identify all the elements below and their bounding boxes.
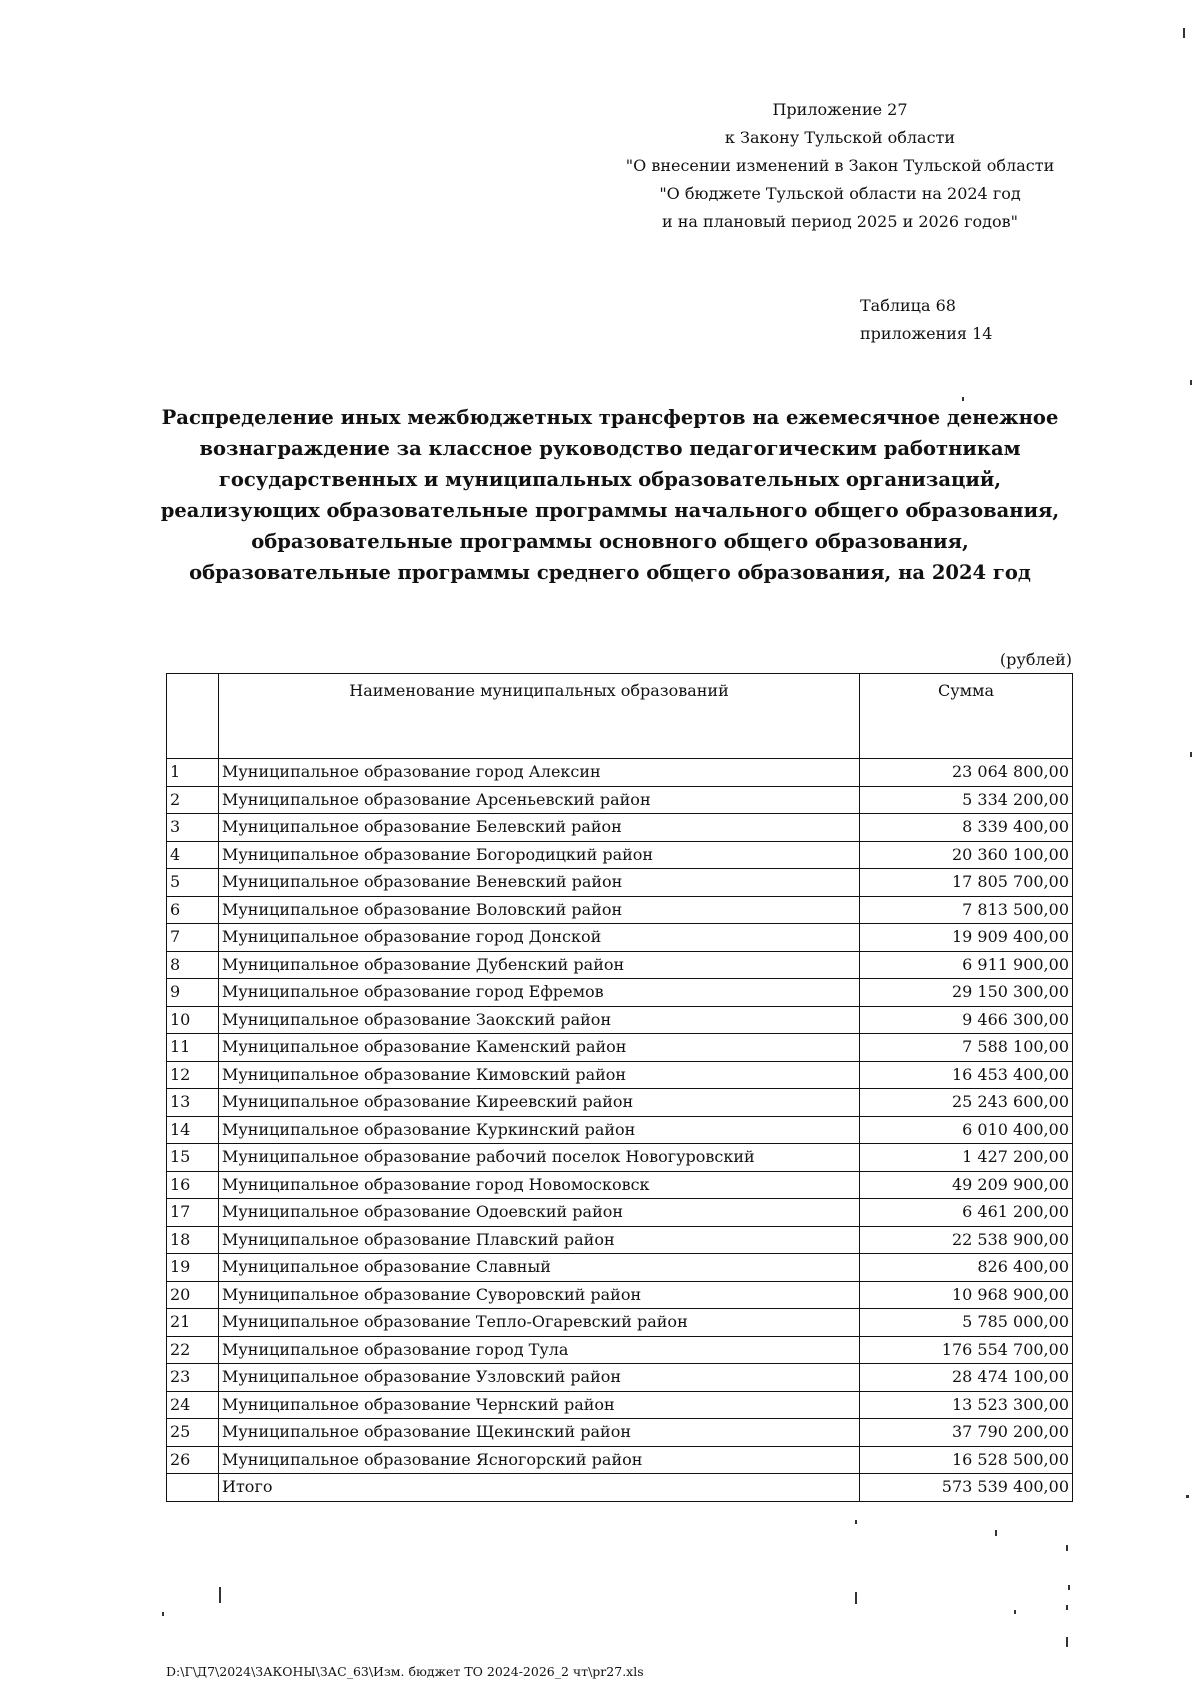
scan-speck <box>162 1612 164 1616</box>
cell-name: Муниципальное образование Заокский район <box>219 1006 860 1034</box>
cell-sum: 13 523 300,00 <box>860 1391 1073 1419</box>
cell-number: 4 <box>167 841 219 869</box>
table-header-row <box>167 674 1073 759</box>
cell-number: 26 <box>167 1446 219 1474</box>
table-row <box>167 1226 1073 1254</box>
cell-name: Муниципальное образование Кимовский район <box>219 1061 860 1089</box>
cell-sum: 573 539 400,00 <box>860 1474 1073 1502</box>
cell-name: Муниципальное образование Киреевский район <box>219 1089 860 1117</box>
document-title: Распределение иных межбюджетных трансфертов на ежемесячное денежное вознаграждение за классное руководство педагогическим работникам государственных и муниципальных образовательных организаций, реализующих образовательные программы начального общего образования, образовательные программы основного общего образования, образовательные программы среднего общего образования, на 2024 год <box>160 406 1060 584</box>
cell-number: 17 <box>167 1199 219 1227</box>
cell-sum: 176 554 700,00 <box>860 1336 1073 1364</box>
cell-number: 7 <box>167 924 219 952</box>
scan-speck <box>1183 28 1185 38</box>
scan-speck <box>1066 1637 1068 1647</box>
cell-sum: 22 538 900,00 <box>860 1226 1073 1254</box>
table-row <box>167 1006 1073 1034</box>
header-sum: Сумма <box>860 674 1073 759</box>
cell-name: Муниципальное образование город Ефремов <box>219 979 860 1007</box>
table-row <box>167 1281 1073 1309</box>
header-name: Наименование муниципальных образований <box>219 674 860 759</box>
cell-sum: 17 805 700,00 <box>860 869 1073 897</box>
cell-sum: 1 427 200,00 <box>860 1144 1073 1172</box>
cell-sum: 10 968 900,00 <box>860 1281 1073 1309</box>
cell-number: 10 <box>167 1006 219 1034</box>
cell-number: 9 <box>167 979 219 1007</box>
cell-name: Муниципальное образование Воловский район <box>219 896 860 924</box>
cell-number: 11 <box>167 1034 219 1062</box>
cell-name: Муниципальное образование Тепло-Огаревский район <box>219 1309 860 1337</box>
table-row <box>167 841 1073 869</box>
cell-sum: 9 466 300,00 <box>860 1006 1073 1034</box>
cell-sum: 16 453 400,00 <box>860 1061 1073 1089</box>
cell-sum: 25 243 600,00 <box>860 1089 1073 1117</box>
table-body <box>167 759 1073 1502</box>
table-row <box>167 1061 1073 1089</box>
table-ref-line: Таблица 68 <box>860 296 956 315</box>
appendix-line: Приложение 27 <box>772 100 908 119</box>
cell-name: Муниципальное образование Дубенский район <box>219 951 860 979</box>
units-label: (рублей) <box>999 650 1072 669</box>
cell-name: Муниципальное образование Одоевский район <box>219 1199 860 1227</box>
scan-speck <box>219 1587 221 1603</box>
table-row <box>167 979 1073 1007</box>
table-row <box>167 1419 1073 1447</box>
total-row <box>167 1474 1073 1502</box>
cell-number: 16 <box>167 1171 219 1199</box>
cell-number: 24 <box>167 1391 219 1419</box>
cell-sum: 20 360 100,00 <box>860 841 1073 869</box>
cell-number: 18 <box>167 1226 219 1254</box>
scan-speck <box>1068 1585 1070 1590</box>
cell-sum: 5 334 200,00 <box>860 786 1073 814</box>
cell-sum: 23 064 800,00 <box>860 759 1073 787</box>
cell-name: Итого <box>219 1474 860 1502</box>
cell-sum: 16 528 500,00 <box>860 1446 1073 1474</box>
cell-number: 23 <box>167 1364 219 1392</box>
header-number <box>167 674 219 759</box>
table-row <box>167 1446 1073 1474</box>
scan-speck <box>1190 380 1192 385</box>
cell-number: 13 <box>167 1089 219 1117</box>
table-row <box>167 1144 1073 1172</box>
table-row <box>167 1034 1073 1062</box>
table-ref-line: приложения 14 <box>860 324 993 343</box>
cell-number: 21 <box>167 1309 219 1337</box>
scan-speck <box>855 1592 857 1604</box>
cell-number: 5 <box>167 869 219 897</box>
cell-number: 20 <box>167 1281 219 1309</box>
cell-number: 14 <box>167 1116 219 1144</box>
cell-sum: 8 339 400,00 <box>860 814 1073 842</box>
appendix-reference <box>620 96 1060 236</box>
cell-sum: 28 474 100,00 <box>860 1364 1073 1392</box>
table-row <box>167 1391 1073 1419</box>
table-row <box>167 1309 1073 1337</box>
table-reference <box>860 292 992 348</box>
cell-name: Муниципальное образование Белевский район <box>219 814 860 842</box>
appendix-line: и на плановый период 2025 и 2026 годов" <box>661 212 1019 231</box>
scan-speck <box>1186 1495 1189 1498</box>
cell-sum: 37 790 200,00 <box>860 1419 1073 1447</box>
scan-speck <box>1014 1610 1016 1614</box>
table-row <box>167 1199 1073 1227</box>
cell-name: Муниципальное образование Ясногорский район <box>219 1446 860 1474</box>
cell-number: 6 <box>167 896 219 924</box>
cell-sum: 6 010 400,00 <box>860 1116 1073 1144</box>
cell-name: Муниципальное образование город Тула <box>219 1336 860 1364</box>
table-row <box>167 896 1073 924</box>
cell-sum: 7 588 100,00 <box>860 1034 1073 1062</box>
cell-number: 1 <box>167 759 219 787</box>
cell-name: Муниципальное образование Суворовский район <box>219 1281 860 1309</box>
cell-sum: 5 785 000,00 <box>860 1309 1073 1337</box>
cell-number: 19 <box>167 1254 219 1282</box>
table-row <box>167 1254 1073 1282</box>
scan-speck <box>855 1520 857 1524</box>
cell-number: 3 <box>167 814 219 842</box>
cell-sum: 49 209 900,00 <box>860 1171 1073 1199</box>
cell-sum: 29 150 300,00 <box>860 979 1073 1007</box>
table-row <box>167 759 1073 787</box>
table-row <box>167 869 1073 897</box>
appendix-line: "О бюджете Тульской области на 2024 год <box>659 184 1021 203</box>
cell-name: Муниципальное образование Щекинский район <box>219 1419 860 1447</box>
table-row <box>167 1089 1073 1117</box>
table-row <box>167 924 1073 952</box>
table-row <box>167 1336 1073 1364</box>
cell-sum: 6 911 900,00 <box>860 951 1073 979</box>
cell-name: Муниципальное образование город Алексин <box>219 759 860 787</box>
cell-name: Муниципальное образование Плавский район <box>219 1226 860 1254</box>
cell-number: 25 <box>167 1419 219 1447</box>
cell-number: 22 <box>167 1336 219 1364</box>
scan-speck <box>995 1530 997 1536</box>
cell-sum: 826 400,00 <box>860 1254 1073 1282</box>
scan-speck <box>1066 1605 1068 1610</box>
table-row <box>167 1116 1073 1144</box>
file-path: D:\Г\Д7\2024\ЗАКОНЫ\ЗАС_63\Изм. бюджет ТО 2024-2026_2 чт\pr27.xls <box>166 1664 644 1679</box>
table-row <box>167 1171 1073 1199</box>
cell-name: Муниципальное образование город Донской <box>219 924 860 952</box>
cell-number: 15 <box>167 1144 219 1172</box>
distribution-table <box>166 673 1073 1502</box>
cell-name: Муниципальное образование Узловский район <box>219 1364 860 1392</box>
cell-name: Муниципальное образование Веневский район <box>219 869 860 897</box>
table-row <box>167 786 1073 814</box>
scan-speck <box>962 397 964 401</box>
cell-sum: 6 461 200,00 <box>860 1199 1073 1227</box>
appendix-line: к Закону Тульской области <box>724 128 956 147</box>
cell-sum: 19 909 400,00 <box>860 924 1073 952</box>
scan-speck <box>1066 1545 1068 1551</box>
cell-name: Муниципальное образование рабочий поселок Новогуровский <box>219 1144 860 1172</box>
cell-name: Муниципальное образование Каменский район <box>219 1034 860 1062</box>
appendix-line: "О внесении изменений в Закон Тульской области <box>625 156 1055 175</box>
cell-name: Муниципальное образование Арсеньевский район <box>219 786 860 814</box>
cell-number: 2 <box>167 786 219 814</box>
cell-number: 12 <box>167 1061 219 1089</box>
scan-speck <box>1190 752 1192 757</box>
cell-number <box>167 1474 219 1502</box>
table-row <box>167 951 1073 979</box>
cell-name: Муниципальное образование Чернский район <box>219 1391 860 1419</box>
cell-name: Муниципальное образование город Новомосковск <box>219 1171 860 1199</box>
cell-number: 8 <box>167 951 219 979</box>
cell-sum: 7 813 500,00 <box>860 896 1073 924</box>
table-row <box>167 1364 1073 1392</box>
cell-name: Муниципальное образование Куркинский район <box>219 1116 860 1144</box>
table-row <box>167 814 1073 842</box>
cell-name: Муниципальное образование Богородицкий район <box>219 841 860 869</box>
cell-name: Муниципальное образование Славный <box>219 1254 860 1282</box>
